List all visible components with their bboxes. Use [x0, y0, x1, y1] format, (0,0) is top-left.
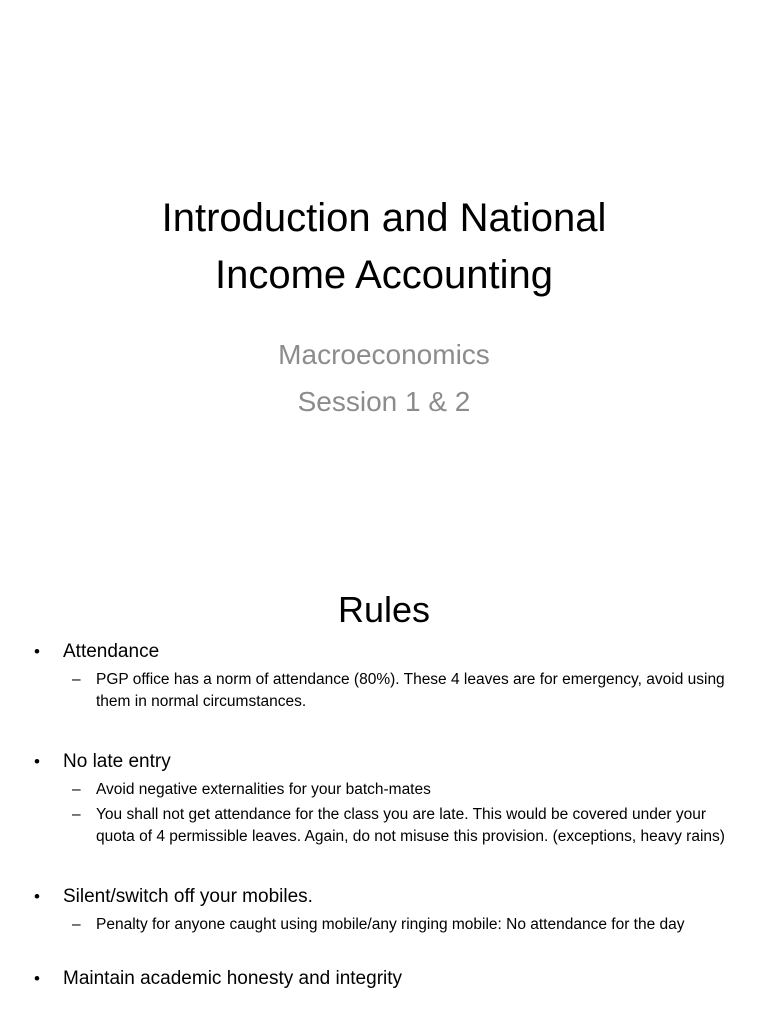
dash-icon: – — [72, 916, 81, 933]
sub-list — [63, 779, 734, 848]
bullet-icon: • — [34, 969, 40, 988]
subtitle-course: Macroeconomics — [278, 339, 490, 370]
bullet-icon: • — [34, 752, 40, 771]
sub-item — [72, 914, 734, 936]
dash-icon: – — [72, 781, 81, 798]
rule-heading: Maintain academic honesty and integrity — [63, 968, 403, 989]
subtitle-session: Session 1 & 2 — [297, 386, 471, 417]
sub-item-text: Avoid negative externalities for your batch-mates — [96, 781, 431, 798]
rule-mobiles — [34, 883, 734, 936]
sub-list — [63, 669, 734, 713]
rules-list — [34, 638, 734, 993]
presentation-title — [84, 190, 684, 304]
rule-heading: Silent/switch off your mobiles. — [63, 886, 313, 907]
bullet-icon: • — [34, 642, 40, 661]
sub-list — [63, 914, 734, 936]
rule-attendance — [34, 638, 734, 713]
dash-icon: – — [72, 806, 81, 823]
sub-item-text: PGP office has a norm of attendance (80%). These 4 leaves are for emergency, avoid using them in normal circumstances. — [96, 671, 725, 710]
sub-item-text: You shall not get attendance for the class you are late. This would be covered under your quota of 4 permissible leaves. Again, do not misuse this provision. (exceptions, heavy rains) — [96, 806, 725, 845]
title-line-1: Introduction and National — [161, 196, 607, 240]
sub-item — [72, 804, 734, 848]
sub-item — [72, 669, 734, 713]
rules-slide — [0, 576, 768, 1024]
bullet-icon: • — [34, 887, 40, 906]
rule-no-late-entry — [34, 748, 734, 848]
sub-item-text: Penalty for anyone caught using mobile/any ringing mobile: No attendance for the day — [96, 916, 685, 933]
sub-item — [72, 779, 734, 801]
rules-title: Rules — [337, 589, 431, 630]
rule-heading: No late entry — [63, 751, 171, 772]
presentation-subtitle — [84, 331, 684, 425]
rule-heading: Attendance — [63, 641, 160, 662]
rule-honesty — [34, 965, 734, 993]
title-line-2: Income Accounting — [215, 253, 553, 297]
dash-icon: – — [72, 671, 81, 688]
